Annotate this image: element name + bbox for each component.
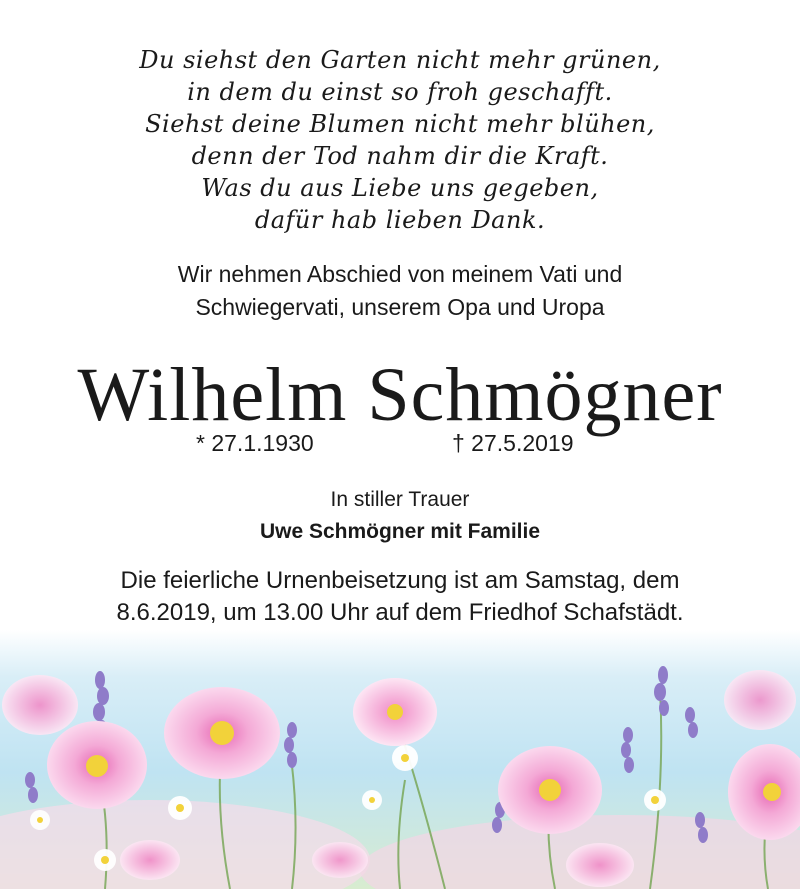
- farewell-intro: [0, 258, 800, 324]
- poem-line: Was du aus Liebe uns gegeben,: [201, 174, 599, 202]
- funeral-line: 8.6.2019, um 13.00 Uhr auf dem Friedhof Schafstädt.: [116, 599, 684, 626]
- poem-line: Siehst deine Blumen nicht mehr blühen,: [145, 110, 655, 138]
- mourners-family: Uwe Schmögner mit Familie: [259, 520, 541, 543]
- intro-line: Schwiegervati, unserem Opa und Uropa: [195, 294, 605, 320]
- poem-line: Du siehst den Garten nicht mehr grünen,: [139, 46, 661, 74]
- deceased-name: Wilhelm Schmögner: [77, 353, 723, 437]
- poem-line: in dem du einst so froh geschafft.: [187, 78, 613, 106]
- funeral-line: Die feierliche Urnenbeisetzung ist am Samstag, dem: [120, 567, 680, 594]
- intro-line: Wir nehmen Abschied von meinem Vati und: [177, 261, 623, 287]
- poem-line: dafür hab lieben Dank.: [254, 206, 546, 234]
- poem-line: denn der Tod nahm dir die Kraft.: [191, 142, 609, 170]
- poem: [0, 44, 800, 236]
- death-date: † 27.5.2019: [452, 430, 574, 456]
- flower-meadow-image: [0, 630, 800, 889]
- mourning-phrase: In stiller Trauer: [330, 488, 470, 511]
- mourning-block: [0, 484, 800, 548]
- funeral-info: [0, 565, 800, 629]
- birth-date: * 27.1.1930: [196, 430, 314, 456]
